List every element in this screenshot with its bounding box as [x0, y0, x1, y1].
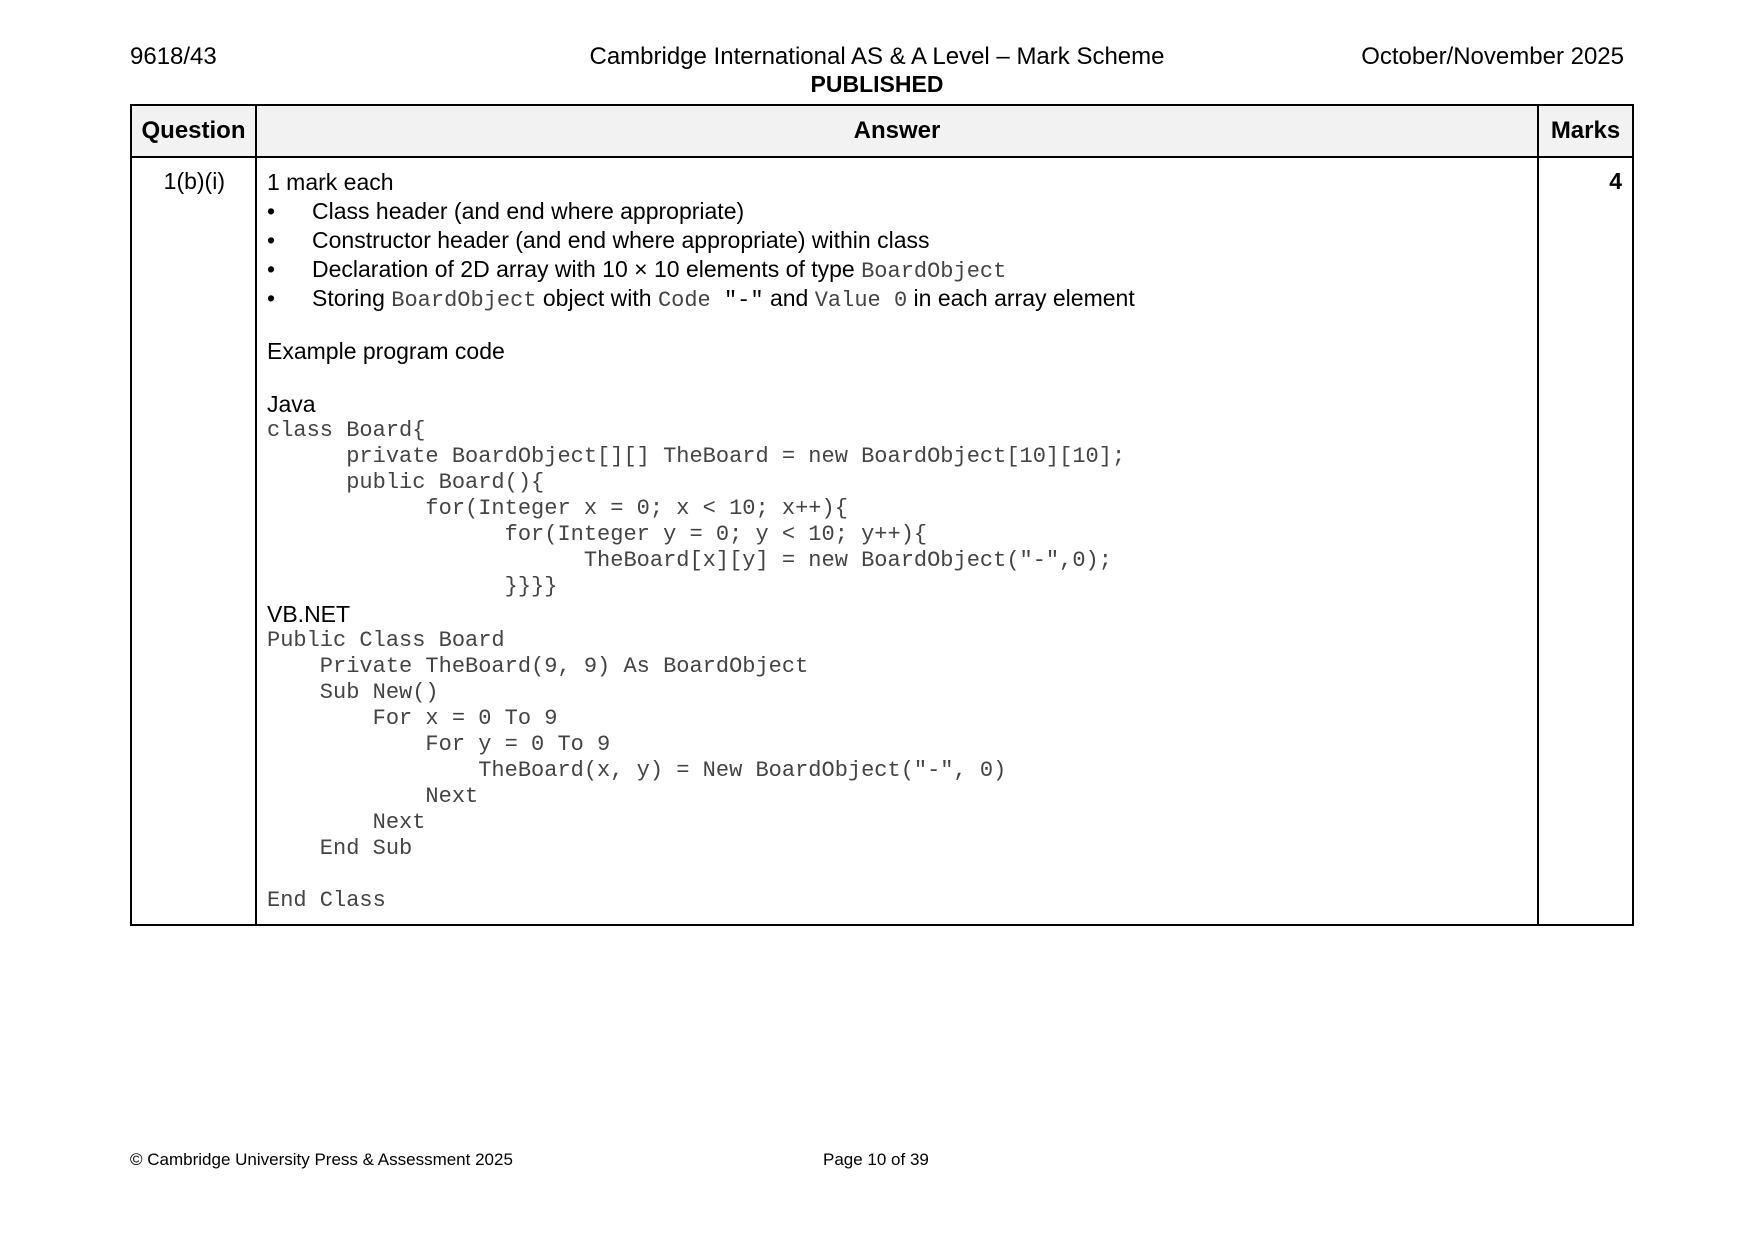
inline-code: BoardObject [861, 259, 1007, 284]
marks-value: 4 [1538, 157, 1633, 925]
inline-code: Value [814, 288, 881, 313]
inline-code: "-" [710, 288, 764, 313]
table-header-row [131, 105, 1633, 157]
example-code-label: Example program code [267, 338, 505, 364]
marking-point-text: object with [536, 285, 658, 311]
table-row [131, 157, 1633, 925]
page-number: Page 10 of 39 [823, 1150, 929, 1169]
marking-point-text: Storing [312, 285, 392, 311]
java-code-block: class Board{ private BoardObject[][] TheBoard = new BoardObject[10][10]; public Board(){ for(Integer x = 0; x < 10; x++){ for(Integer y = 0; y < 10; y++){ TheBoard[x][y] = new BoardObject("-",0); }}}} [267, 418, 1126, 599]
marking-point-text: Declaration of 2D array with 10 × 10 elements of type [312, 256, 862, 282]
question-column-header: Question [131, 105, 256, 157]
published-label: PUBLISHED [810, 71, 944, 97]
marking-point-text: in each array element [907, 285, 1135, 311]
marking-point-array-declaration [267, 255, 1527, 284]
marking-point-storing-objects [267, 284, 1527, 313]
document-title: Cambridge International AS & A Level – Mark Scheme [589, 43, 1165, 70]
vbnet-code-block: Public Class Board Private TheBoard(9, 9) As BoardObject Sub New() For x = 0 To 9 For y = 0 To 9 TheBoard(x, y) = New BoardObject("-", 0) Next Next End Sub End Class [267, 628, 1007, 913]
java-label: Java [267, 391, 316, 417]
marking-point-constructor: • Constructor header (and end where appropriate) within class [267, 226, 1527, 255]
spacer [267, 366, 1527, 390]
inline-code: Code [657, 288, 711, 313]
exam-session: October/November 2025 [1361, 43, 1624, 70]
answer-column-header: Answer [256, 105, 1538, 157]
copyright-notice: © Cambridge University Press & Assessment 2025 [130, 1150, 513, 1169]
mark-scheme-table [130, 104, 1634, 926]
inline-code: 0 [880, 288, 908, 313]
marks-column-header: Marks [1538, 105, 1633, 157]
question-number: 1(b)(i) [131, 157, 256, 925]
marking-point-text: and [763, 285, 815, 311]
answer-cell [256, 157, 1538, 925]
inline-code: BoardObject [391, 288, 537, 313]
vbnet-label: VB.NET [267, 601, 351, 627]
paper-code: 9618/43 [130, 43, 217, 70]
marking-point-class-header: • Class header (and end where appropriate) [267, 197, 1527, 226]
spacer [267, 313, 1527, 337]
marking-points-list [267, 197, 1527, 313]
marking-intro: 1 mark each [267, 169, 394, 195]
